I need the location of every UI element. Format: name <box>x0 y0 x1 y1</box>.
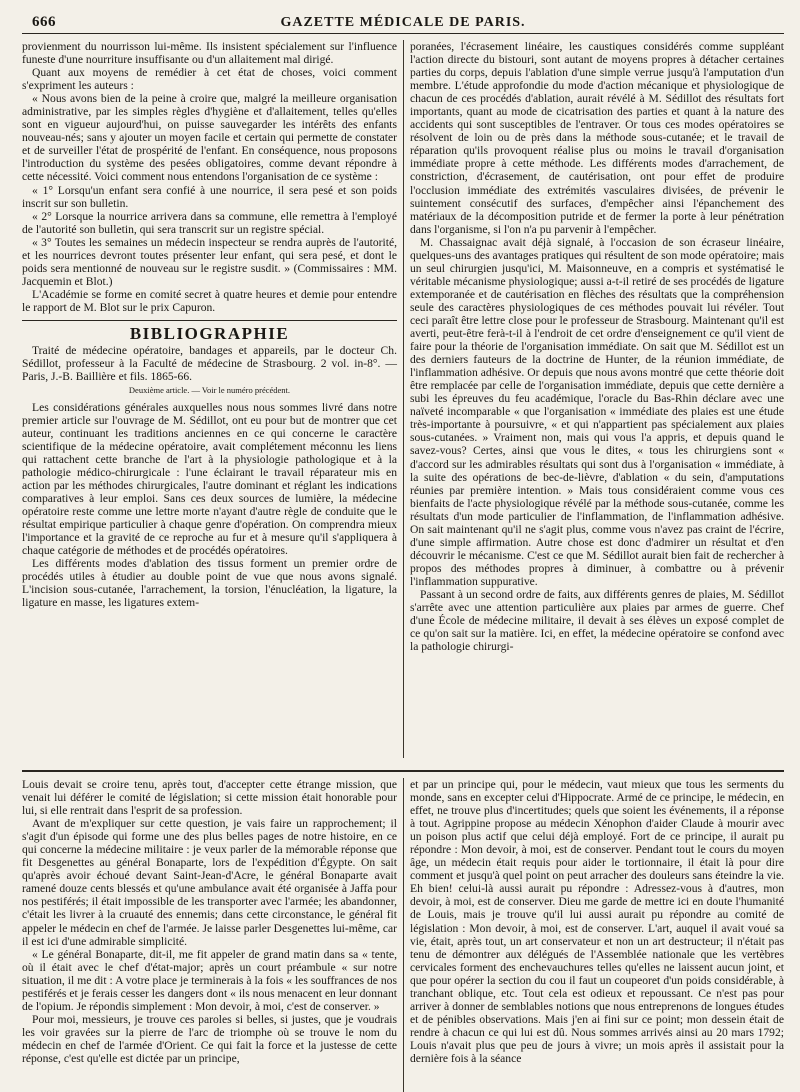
paragraph: poranées, l'écrasement linéaire, les caustiques considérés comme suppléant l'action directe du bistouri, sont autant de moyens propres à détacher certaines parties du corps, depuis l'ablation d'une simple verrue jusqu'à l'amputation d'un membre. L'étude approfondie du mode d'action mécanique et physiologique de chacun de ces procédés d'ablation, aurait révélé à M. Sédillot des résultats fort importants, quant au mode de cicatrisation des parties et quant à la nature des accidents qui sont susceptibles de l'entraver. Or tous ces modes opératoires se résolvent de loin ou de près dans la méthode sous-cutanée; et le travail de réparation qu'ils provoquent réalise plus ou moins le travail d'organisation immédiate propre à cette méthode. Les différents modes d'arrachement, de constriction, d'écrasement, de cautérisation, ont pour effet de produire l'occlusion immédiate des extrémités vasculaires divisées, de prévenir le suintement consécutif des surfaces, d'empêcher ainsi l'épanchement des matériaux de la décomposition putride et de fermer la porte à leur pénétration dans l'organisme, si l'on n'a pu parvenir à l'empêcher. <box>410 40 784 236</box>
bibliography-heading: BIBLIOGRAPHIE <box>129 324 290 344</box>
upper-left-column <box>22 40 403 758</box>
article-note: Deuxième article. — Voir le numéro précédent. <box>128 384 291 395</box>
paragraph: « Nous avons bien de la peine à croire que, malgré la meilleure organisation administrative, par les simples règles d'hygiène et d'allaitement, telles qu'elles sont en vigueur aujourd'hui, on puisse sauvegarder les intérêts des enfants nouveau-nés; sans y ajouter un moyen facile et certain qui permette de constater et de surveiller l'état de prospérité de l'enfant. En conséquence, nous proposons l'introduction du système des pesées obligatoires, comme devant répondre à cette nécessité. Voici comment nous entendons l'organisation de ce système : <box>22 92 397 184</box>
paragraph: « 3° Toutes les semaines un médecin inspecteur se rendra auprès de l'autorité, et les nourrices devront toutes présenter leur enfant, qui sera pesé, et dont le poids sera mentionné de nouveau sur le registre susdit. » (Commissaires : MM. Jacquemin et Blot.) <box>22 235 397 288</box>
paragraph: Avant de m'expliquer sur cette question, je vais faire un rapprochement; il s'agit d'un épisode qui forme une des plus belles pages de notre histoire, en ce qui concerne la médecine militaire : je veux parler de la mémorable réponse que fit Desgenettes au général Bonaparte, lors de l'expédition d'Égypte. On sait qu'après avoir échoué devant Saint-Jean-d'Acre, le général Bonaparte avait ramené douze cents blessés et qu'une ambulance avait été organisée à Jaffa pour nos pestiférés; il était impossible de les transporter avec l'armée; les abandonner, c'était les livrer à la cruauté des ennemis; dans cette circonstance, le général fit appeler le médecin en chef de l'armée. Je laisse parler Desgenettes lui-même, car il est ici d'une admirable simplicité. <box>22 817 397 948</box>
paragraph: M. Chassaignac avait déjà signalé, à l'occasion de son écraseur linéaire, quelques-uns des avantages pratiques qui résultent de son mode opératoire; mais un seul chirurgien jusqu'ici, M. Maisonneuve, en a compris et systématisé le véritable mécanisme physiologique; aussi a-t-il retiré de ses procédés de ligature extemporanée et de cautérisation en flèches des résultats que la compréhension seule des caractères physiologiques de ces méthodes pouvait lui révéler. Tout ceci paraît être lettre close pour le professeur de Strasbourg. Maintenant qu'il est averti, peut-être ferà-t-il à l'endroit de cet ordre d'enseignement ce qu'il vient de faire pour la théorie de l'organisation immédiate. On sait que M. Sédillot est un des derniers fauteurs de la doctrine de Hunter, de la réunion immédiate, de l'inflammation adhésive. Or depuis que nous avons montré que cette théorie doit être remplacée par celle de l'organisation immédiate, depuis que cette dernière a subi les épreuves du feu académique, l'oracle du Bas-Rhin déclare avec une naïveté incomparable « que l'organisation « immédiate des plaies est une étude très-importante à poursuivre, « et qui n'appartient pas spécialement aux plaies sous-cutanées. » Vraiment non, mais qui vous l'a appris, et depuis quand le savez-vous? Certes, ainsi que vous le dites, « tous les chirurgiens sont « d'accord sur les admirables résultats qui sont dus à l'organisation « immédiate, à la suite des opérations de bec-de-lièvre, d'ablation « du sein, d'amputations réunies par première intention. » Mais tous considéraient comme vous ces bienfaits de l'acte physiologique révélé par la méthode sous-cutanée, comme les résultats d'un mode particulier de l'inflammation, de l'inflammation adhésive. On sait maintenant qu'il ne s'agit plus, comme vous n'avez pas craint de l'écrire, d'une simple affirmation. Autre chose est donc d'admirer un résultat et d'en découvrir le mécanisme. C'est ce que M. Sédillot aurait bien fait de rechercher à propos des méthodes propres à diminuer, à combattre ou à prévenir l'inflammation suppurative. <box>410 235 784 588</box>
paragraph: Les considérations générales auxquelles nous nous sommes livré dans notre premier article sur l'ouvrage de M. Sédillot, ont eu pour but de montrer que cet auteur, continuant les traditions anciennes en ce qui concerne le caractère scientifique de la médecine opératoire, avait complétement méconnu les liens qui rattachent cette branche de l'art à la physiologie pathologique et à la pathologie médico-chirurgicale : l'une éclairant le travail réparateur mis en action par les méthodes chirurgicales, l'autre dominant et réglant les indications comparatives à leur emploi. Sans ces deux sources de lumière, la médecine opératoire reste comme une lettre morte n'ayant d'autre règle de conduite que le résultat empirique particulier à chaque genre d'opération. On comprendra mieux l'importance et la gravité de ce reproche au fur et à mesure qu'il s'appliquera à chaque catégorie de méthodes et de procédés opératoires. <box>22 400 397 558</box>
paragraph: Louis devait se croire tenu, après tout, d'accepter cette étrange mission, que venait lui déférer le comité de législation; si cette mission était honorable pour lui, si elle rentrait dans l'esprit de sa profession. <box>22 778 397 818</box>
lower-right-column <box>403 778 784 1092</box>
paragraph: « 1° Lorsqu'un enfant sera confié à une nourrice, il sera pesé et son poids inscrit sur son bulletin. <box>22 183 397 210</box>
paragraph: « 2° Lorsque la nourrice arrivera dans sa commune, elle remettra à l'employé de l'autorité son bulletin, qui sera transcrit sur un registre spécial. <box>22 209 397 236</box>
paragraph: et par un principe qui, pour le médecin, vaut mieux que tous les serments du monde, sans en excepter celui d'Hippocrate. Armé de ce principe, le médecin, en effet, ne trouve plus d'incertitudes; quels que soient les événements, il a réponse à tout. Agrippine propose au médecin Xénophon d'aider Claude à mourir avec un poison plus actif que celui déjà employé. Fort de ce principe, il aurait pu répondre : Mon devoir, à moi, est de conserver. Pendant tout le cours du moyen âge, un médecin était requis pour aider le tortionnaire, il était là pour dire comment et jusqu'à quel point on peut arracher des douleurs sans éteindre la vie. Eh bien! celui-là aussi aurait pu répondre : Adressez-vous à d'autres, mon devoir, à moi, est de conserver. Dieu me garde de mettre ici en doute l'humanité de Louis, mais je trouve qu'il lui aussi aurait pu répondre au comité de législation : Mon devoir, à moi, est de conserver. L'art, auquel il avait voué sa vie, était, après tout, un art conservateur et non un art destructeur; il n'était pas tenu de démontrer aux délégués de l'Assemblée nationale que les vertèbres cervicales forment des enchevauchures telles qu'elles ne laissent aucun joint, et que pour opérer la section du cou il faut un coupeoret d'un poids considérable, à tranchant oblique, etc. Tout cela est odieux et repoussant. Ce n'est pas pour arriver à donner de semblables notions que nous entreprenons de longues études et de pénibles observations. Mais j'en ai fini sur ce point; mon dessein était de rendre à chacun ce qui lui est dû. Nous sommes arrivés ainsi au 20 mars 1792; Louis n'avait plus que peu de jours à vivre; un mois après il assistait pour la dernière fois à la séance <box>410 778 784 1065</box>
feuilleton-divider <box>22 770 784 772</box>
section-rule <box>22 320 397 322</box>
paragraph: Les différents modes d'ablation des tissus forment un premier ordre de procédés utiles à étudier au double point de vue que nous avons signalé. L'incision sous-cutanée, l'arrachement, la torsion, l'énucléation, la ligature, la ligature en masse, les ligatures extem- <box>22 557 397 610</box>
paragraph: L'Académie se forme en comité secret à quatre heures et demie pour entendre le rapport de M. Blot sur le prix Capuron. <box>22 287 397 314</box>
bibliography-reference: Traité de médecine opératoire, bandages et appareils, par le docteur Ch. Sédillot, professeur à la Faculté de médecine de Strasbourg. 2 vol. in-8°. — Paris, J.-B. Baillière et fils. 1865-66. <box>22 343 397 383</box>
paragraph: Pour moi, messieurs, je trouve ces paroles si belles, si justes, que je voudrais les voir gravées sur la pierre de l'arc de triomphe où se trouve le nom du médecin en chef de l'armée d'Orient. Ce qui fait la force et la justesse de cette réponse, c'est qu'elle est dictée par un principe, <box>22 1012 397 1065</box>
upper-section <box>22 40 784 758</box>
paragraph: provienment du nourrisson lui-même. Ils insistent spécialement sur l'influence funeste d'une nourriture insuffisante ou d'un allaitement mal dirigé. <box>22 40 397 67</box>
page-header <box>22 14 784 34</box>
paragraph: « Le général Bonaparte, dit-il, me fit appeler de grand matin dans sa « tente, où il était avec le chef d'état-major; après un court préambule « sur notre situation, il me dit : A votre place je terminerais à la fois « les souffrances de nos pestiférés et je ferais cesser les dangers dont « ils nous menacent en leur donnant de l'opium. Je répondis simplement : Mon devoir, à moi, c'est de conserver. » <box>22 947 397 1013</box>
page-number: 666 <box>32 14 56 30</box>
paragraph: Quant aux moyens de remédier à cet état de choses, voici comment s'expriment les auteurs : <box>22 66 397 93</box>
paragraph: Passant à un second ordre de faits, aux différents genres de plaies, M. Sédillot s'arrête avec une attention particulière aux plaies par armes de guerre. Chef d'une École de médecine militaire, il devait à ses élèves un exposé complet de ce qu'on sait sur la matière. Ici, en effet, la médecine opératoire se confond avec la pathologie chirurgi- <box>410 587 784 654</box>
lower-section <box>22 778 784 1092</box>
journal-title: GAZETTE MÉDICALE DE PARIS. <box>280 15 526 30</box>
upper-right-column <box>403 40 784 758</box>
lower-left-column <box>22 778 403 1092</box>
